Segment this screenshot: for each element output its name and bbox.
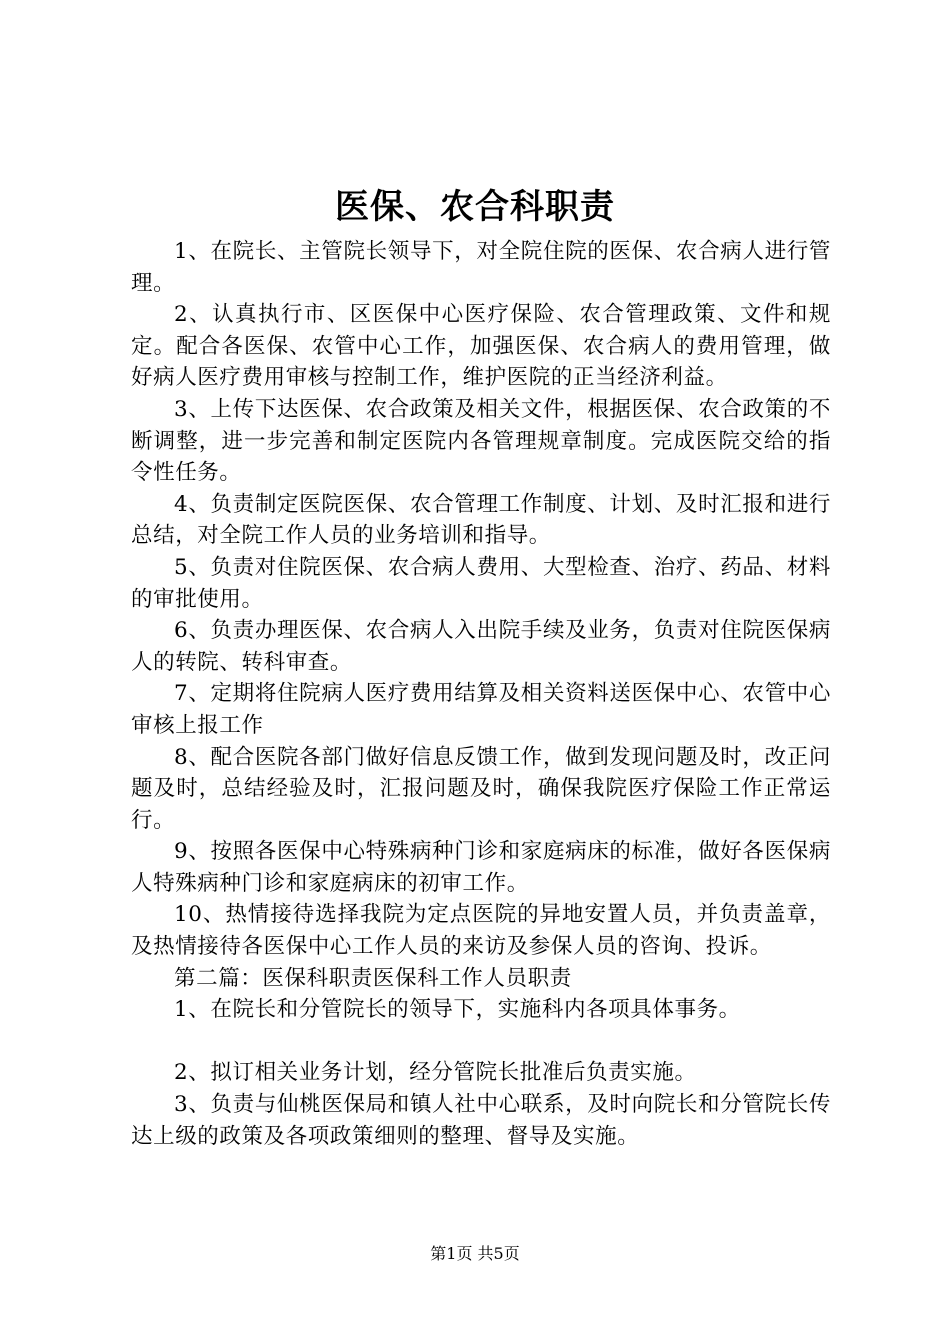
- paragraph-10: 10、热情接待选择我院为定点医院的异地安置人员，并负责盖章，及热情接待各医保中心工作人员的来访及参保人员的咨询、投诉。: [131, 902, 831, 960]
- paragraph-part2-3: 3、负责与仙桃医保局和镇人社中心联系，及时向院长和分管院长传达上级的政策及各项政策细则的整理、督导及实施。: [131, 1092, 831, 1149]
- paragraph-5: 5、负责对住院医保、农合病人费用、大型检查、治疗、药品、材料的审批使用。: [131, 554, 831, 612]
- paragraph-7: 7、定期将住院病人医疗费用结算及相关资料送医保中心、农管中心审核上报工作: [131, 681, 831, 738]
- paragraph-2: 2、认真执行市、区医保中心医疗保险、农合管理政策、文件和规定。配合各医保、农管中心工作，加强医保、农合病人的费用管理，做好病人医疗费用审核与控制工作，维护医院的正当经济利益。: [131, 302, 831, 391]
- document-title: 医保、农合科职责: [335, 187, 615, 227]
- page-number-footer: 第1页 共5页: [430, 1244, 520, 1263]
- paragraph-part2-1: 1、在院长和分管院长的领导下，实施科内各项具体事务。: [174, 997, 741, 1023]
- paragraph-part2-2: 2、拟订相关业务计划，经分管院长批准后负责实施。: [174, 1060, 697, 1086]
- paragraph-4: 4、负责制定医院医保、农合管理工作制度、计划、及时汇报和进行总结，对全院工作人员的业务培训和指导。: [131, 491, 831, 549]
- paragraph-3: 3、上传下达医保、农合政策及相关文件，根据医保、农合政策的不断调整，进一步完善和制定医院内各管理规章制度。完成医院交给的指令性任务。: [131, 396, 831, 486]
- paragraph-6: 6、负责办理医保、农合病人入出院手续及业务，负责对住院医保病人的转院、转科审查。: [131, 618, 831, 675]
- paragraph-9: 9、按照各医保中心特殊病种门诊和家庭病床的标准，做好各医保病人特殊病种门诊和家庭病床的初审工作。: [131, 839, 831, 896]
- paragraph-8: 8、配合医院各部门做好信息反馈工作，做到发现问题及时，改正问题及时，总结经验及时，汇报问题及时，确保我院医疗保险工作正常运行。: [131, 744, 831, 833]
- paragraph-1: 1、在院长、主管院长领导下，对全院住院的医保、农合病人进行管理。: [131, 239, 831, 296]
- section-heading-second-part: 第二篇：医保科职责医保科工作人员职责: [174, 965, 572, 991]
- document-body: [131, 236, 831, 1152]
